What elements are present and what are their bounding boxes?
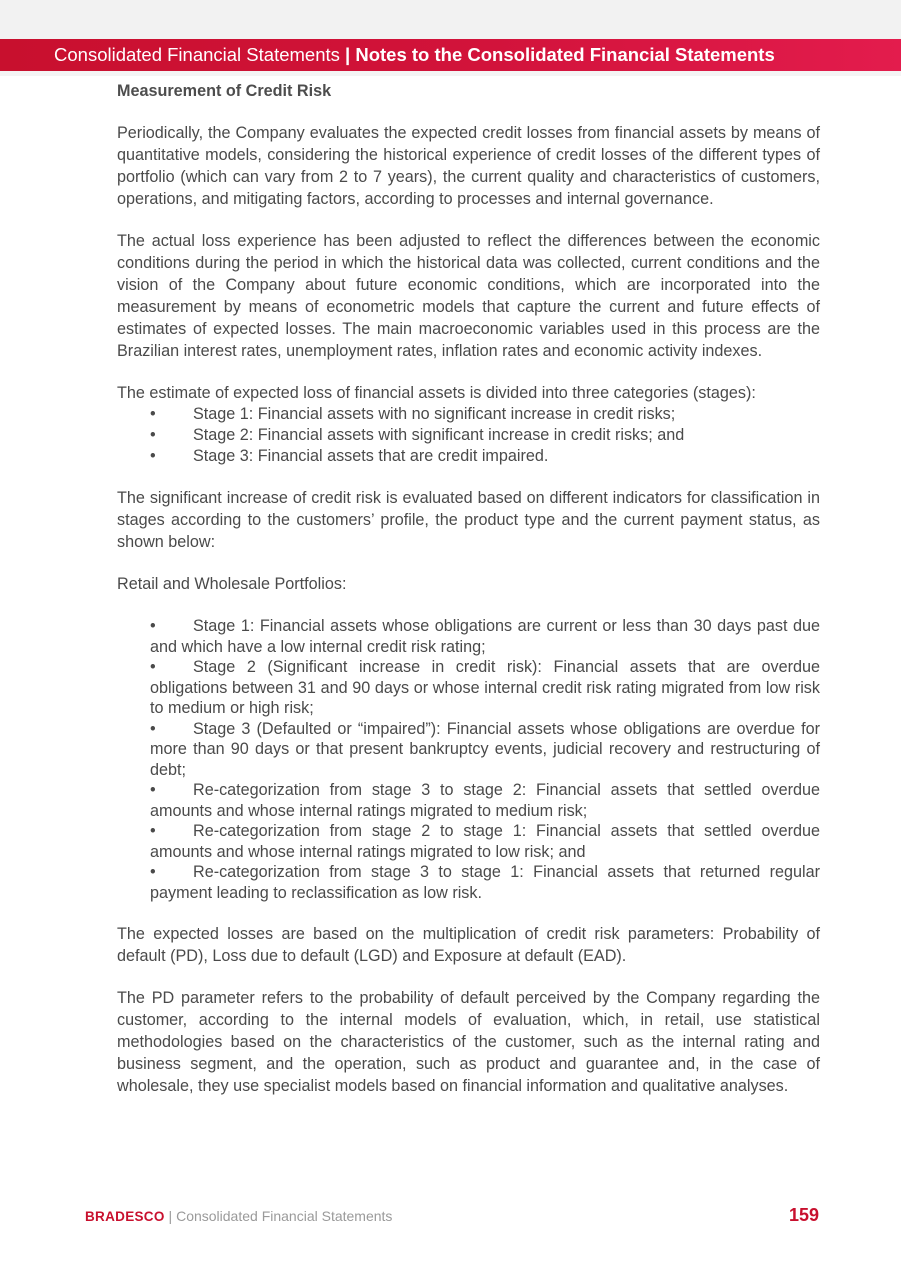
list-item-text: Stage 1: Financial assets with no significant increase in credit risks;: [193, 405, 676, 423]
bullet: •: [150, 617, 156, 635]
list-item: [150, 404, 820, 425]
page-footer: [85, 1206, 392, 1227]
list-item: [150, 425, 820, 446]
list-item-text: Re-categorization from stage 3 to stage 2: Financial assets that settled overdue amounts and whose internal ratings migrated to medium risk;: [150, 781, 820, 820]
top-strip: [0, 0, 901, 39]
list-item: [150, 780, 820, 821]
list-item: [150, 446, 820, 467]
paragraph: The PD parameter refers to the probability of default perceived by the Company regarding the customer, according to the internal models of evaluation, which, in retail, use statistical methodologies based on the characteristics of the customer, such as the internal rating and business segment, and the operation, such as product and guarantee and, in the case of wholesale, they use specialist models based on financial information and qualitative analyses.: [117, 989, 820, 1095]
paragraph: Periodically, the Company evaluates the expected credit losses from financial assets by means of quantitative models, considering the historical experience of credit losses of the different types of portfolio (which can vary from 2 to 7 years), the current quality and characteristics of customers, operations, and mitigating factors, according to processes and internal governance.: [117, 124, 820, 208]
document-body: [117, 80, 820, 1097]
header-separator: |: [345, 44, 351, 65]
header-subsection: Notes to the Consolidated Financial Statements: [355, 44, 775, 65]
footer-brand: BRADESCO: [85, 1209, 165, 1224]
bullet: •: [150, 822, 156, 840]
list-item: [150, 862, 820, 903]
list-item-text: Stage 2: Financial assets with significant increase in credit risks; and: [193, 426, 685, 444]
list-item: [150, 821, 820, 862]
list-item-text: Stage 2 (Significant increase in credit risk): Financial assets that are overdue obligations between 31 and 90 days or whose internal credit risk rating migrated from low risk to medium or high risk;: [150, 658, 820, 717]
bullet: •: [150, 719, 156, 738]
list-item: [150, 657, 820, 719]
bullet: •: [150, 447, 156, 465]
bullet: •: [150, 781, 156, 799]
header-shadow: [0, 71, 901, 76]
list-item-text: Re-categorization from stage 3 to stage 1: Financial assets that returned regular payment leading to reclassification as low risk.: [150, 863, 820, 902]
paragraph: The expected losses are based on the multiplication of credit risk parameters: Probability of default (PD), Loss due to default (LGD) and Exposure at default (EAD).: [117, 925, 820, 965]
list-item: [150, 616, 820, 657]
page-number: 159: [788, 1205, 819, 1225]
paragraph: The significant increase of credit risk is evaluated based on different indicators for classification in stages according to the customers’ profile, the product type and the current payment status, as shown below:: [117, 489, 820, 551]
footer-section: Consolidated Financial Statements: [176, 1208, 393, 1224]
bullet: •: [150, 426, 156, 444]
paragraph: The estimate of expected loss of financial assets is divided into three categories (stages):: [117, 384, 756, 402]
page-header: [54, 44, 775, 66]
header-section: Consolidated Financial Statements: [54, 44, 340, 65]
list-item-text: Stage 1: Financial assets whose obligations are current or less than 30 days past due and which have a low internal credit risk rating;: [150, 617, 820, 656]
stages-list: [117, 404, 820, 467]
list-item-text: Stage 3: Financial assets that are credit impaired.: [193, 447, 549, 465]
bullet: •: [150, 405, 156, 423]
bullet: •: [150, 863, 156, 881]
paragraph: The actual loss experience has been adjusted to reflect the differences between the economic conditions during the period in which the historical data was collected, current conditions and the vision of the Company about future economic conditions, which are incorporated into the measurement by means of econometric models that capture the current and future effects of estimates of expected losses. The main macroeconomic variables used in this process are the Brazilian interest rates, unemployment rates, inflation rates and economic activity indexes.: [117, 232, 820, 360]
portfolios-label: Retail and Wholesale Portfolios:: [117, 575, 347, 593]
footer-separator: |: [168, 1208, 173, 1224]
list-item: [150, 719, 820, 781]
list-item-text: Re-categorization from stage 2 to stage 1: Financial assets that settled overdue amounts and whose internal ratings migrated to low risk; and: [150, 822, 820, 861]
section-title: Measurement of Credit Risk: [117, 82, 332, 100]
indicators-list: [117, 616, 820, 903]
bullet: •: [150, 658, 156, 676]
list-item-text: Stage 3 (Defaulted or “impaired”): Financial assets whose obligations are overdue for more than 90 days or that present bankruptcy events, judicial recovery and restructuring of debt;: [150, 719, 820, 779]
